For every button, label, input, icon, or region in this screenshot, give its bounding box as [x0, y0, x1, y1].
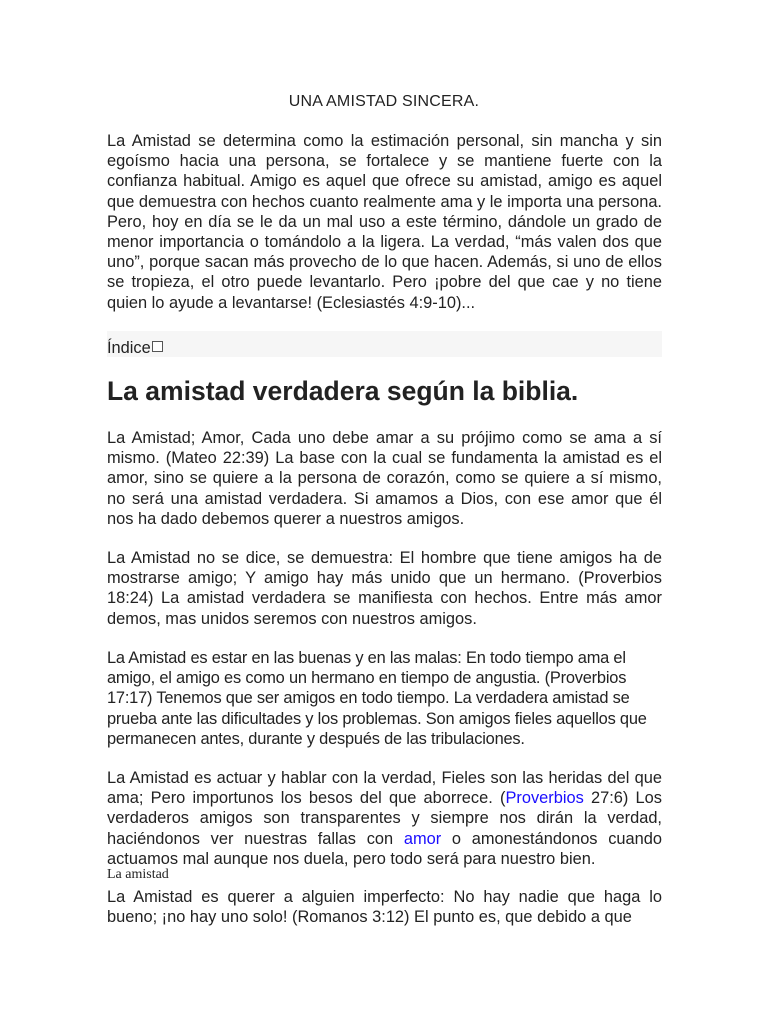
checkbox-icon[interactable]: [152, 341, 163, 352]
intro-paragraph: La Amistad se determina como la estimación personal, sin mancha y sin egoísmo hacia una persona, se fortalece y se mantiene fuerte con la confianza habitual. Amigo es aquel que ofrece su amistad, amigo es aquel que demuestra con hechos cuanto realmente ama y le importa una persona. Pero, hoy en día se le da un mal uso a este término, dándole un grado de menor importancia o tomándolo a la ligera. La verdad, “más valen dos que uno”, porque sacan más provecho de lo que hacen. Además, si uno de ellos se tropieza, el otro puede levantarlo. Pero ¡pobre del que cae y no tiene quien lo ayude a levantarse! (Eclesiastés 4:9-10)...: [107, 132, 662, 312]
paragraph-truth-text-3: o amonestándonos cuando actuamos mal aunque nos duela, pero todo será para nuestro bien.: [107, 829, 662, 868]
paragraph-demonstrate: La Amistad no se dice, se demuestra: El hombre que tiene amigos ha de mostrarse amigo; Y amigo hay más unido que un hermano. (Proverbios 18:24) La amistad verdadera se manifiesta con hechos. Entre más amor demos, mas unidos seremos con nuestros amigos.: [107, 549, 662, 628]
paragraph-truth-text-2: 27:6) Los verdaderos amigos son transparentes y siempre nos dirán la verdad, haciéndonos ver nuestras fallas con: [107, 789, 662, 848]
paragraph-truth: [107, 768, 662, 869]
proverbios-link[interactable]: Proverbios: [505, 789, 584, 808]
index-label: Índice: [107, 339, 151, 357]
paragraph-imperfect: La Amistad es querer a alguien imperfecto: No hay nadie que haga lo bueno; ¡no hay uno solo! (Romanos 3:12) El punto es, que debido a que: [107, 888, 662, 927]
index-bar[interactable]: [107, 331, 662, 357]
image-caption: La amistad: [107, 867, 169, 882]
section-heading: La amistad verdadera según la biblia.: [107, 376, 579, 406]
paragraph-truth-text-1: La Amistad es actuar y hablar con la verdad, Fieles son las heridas del que ama; Pero importunos los besos del que aborrece. (: [107, 769, 662, 808]
paragraph-love: La Amistad; Amor, Cada uno debe amar a su prójimo como se ama a sí mismo. (Mateo 22:39) La base con la cual se fundamenta la amistad es el amor, sino se quiere a la persona de corazón, como se quiere a sí mismo, no será una amistad verdadera. Si amamos a Dios, con ese amor que él nos ha dado debemos querer a nuestros amigos.: [107, 429, 662, 528]
document-title: UNA AMISTAD SINCERA.: [288, 93, 480, 110]
amor-link[interactable]: amor: [403, 829, 442, 848]
paragraph-good-and-bad: La Amistad es estar en las buenas y en las malas: En todo tiempo ama el amigo, el amigo es como un hermano en tiempo de angustia. (Proverbios 17:17) Tenemos que ser amigos en todo tiempo. La verdadera amistad se prueba ante las dificultades y los problemas. Son amigos fieles aquellos que permanecen antes, durante y después de las tribulaciones.: [107, 649, 647, 748]
